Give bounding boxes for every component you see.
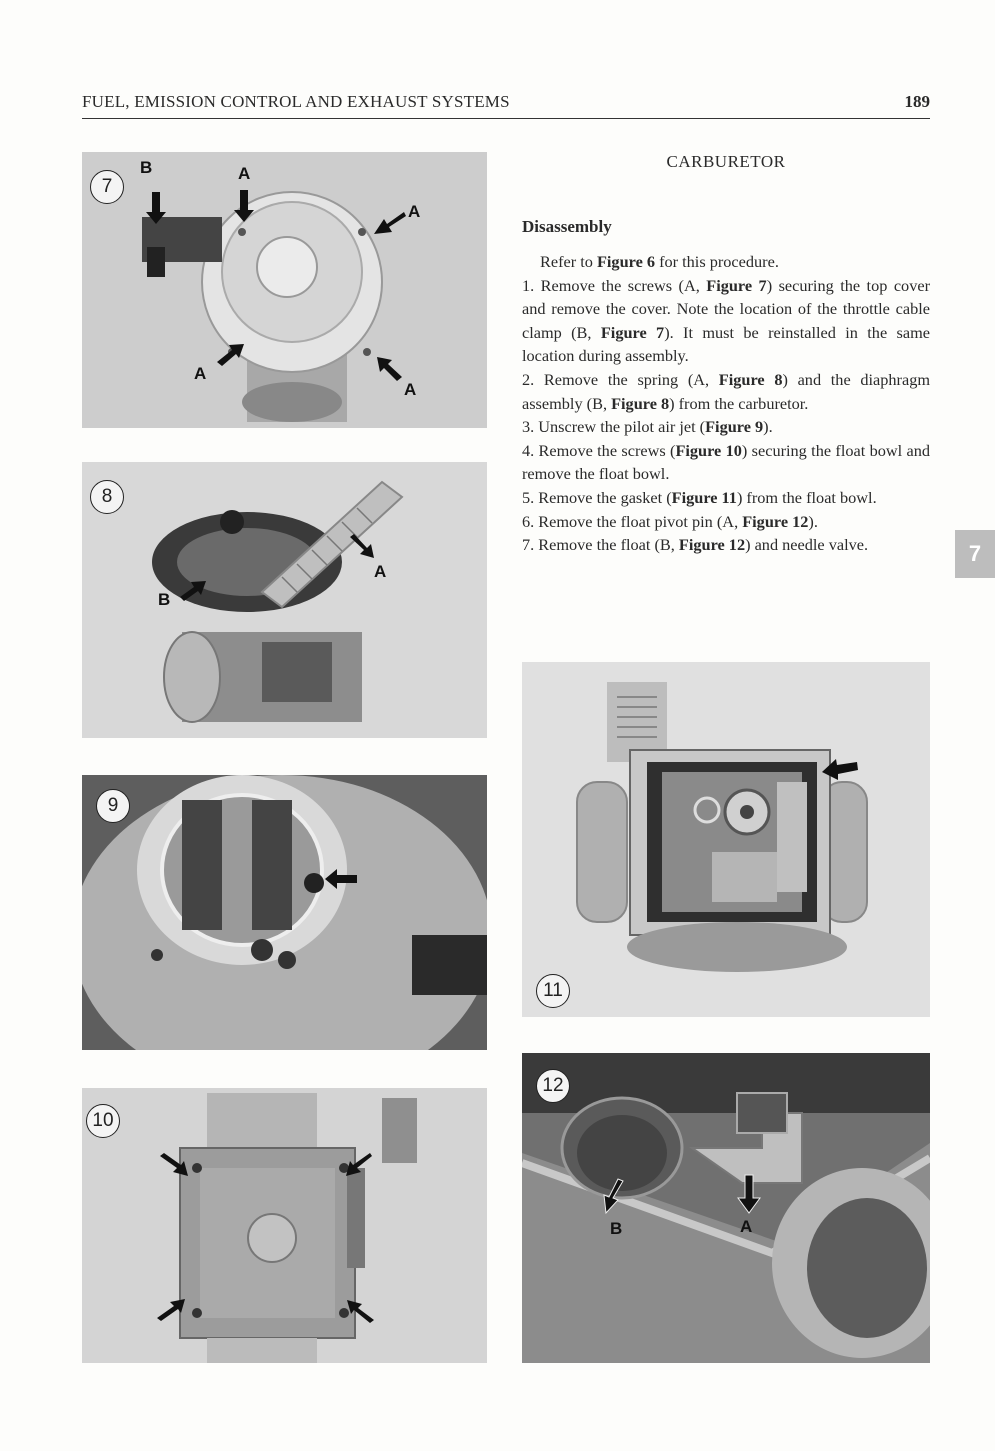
step-4: 4. Remove the screws (Figure 10) securing the float bowl and remove the float bowl. <box>522 440 930 484</box>
figure-9-illustration <box>82 775 487 1050</box>
figure-10-illustration <box>82 1088 487 1363</box>
figure-10-number: 10 <box>86 1104 120 1138</box>
chapter-tab: 7 <box>955 530 995 578</box>
figure-8-photo <box>82 462 487 738</box>
figure-7-label-b: B <box>140 158 153 177</box>
header-title: FUEL, EMISSION CONTROL AND EXHAUST SYSTEMS <box>82 92 510 111</box>
figure-8-label-b: B <box>158 590 171 609</box>
running-header <box>82 92 930 119</box>
figure-9-photo <box>82 775 487 1050</box>
figure-7-illustration <box>82 152 487 428</box>
sub-title: Disassembly <box>522 217 612 236</box>
figure-11-number: 11 <box>536 974 570 1008</box>
figure-7-label-a-top: A <box>238 164 251 183</box>
figure-10-photo <box>82 1088 487 1363</box>
figure-7-photo <box>82 152 487 428</box>
figure-7-label-a-bottom: A <box>404 380 417 399</box>
figure-11-illustration <box>522 662 930 1017</box>
figure-7-label-a-right: A <box>408 202 421 221</box>
figure-7-number: 7 <box>90 170 124 204</box>
step-6: 6. Remove the float pivot pin (A, Figure 12). <box>522 511 818 531</box>
figure-8-label-a: A <box>374 562 387 581</box>
figure-12-photo <box>522 1053 930 1363</box>
figure-7-label-a-left: A <box>194 364 207 383</box>
procedure-text <box>522 250 930 557</box>
figure-12-number: 12 <box>536 1069 570 1103</box>
step-7: 7. Remove the float (B, Figure 12) and needle valve. <box>522 535 869 555</box>
step-1: 1. Remove the screws (A, Figure 7) securing the top cover and remove the cover. Note the location of the throttle cable clamp (B, Figure 7). It must be reinstalled in the same location during assembly. <box>522 275 930 366</box>
step-2: 2. Remove the spring (A, Figure 8) and the diaphragm assembly (B, Figure 8) from the carburetor. <box>522 369 930 413</box>
figure-12-label-b: B <box>610 1219 623 1238</box>
page-number: 189 <box>904 92 930 111</box>
figure-8-illustration <box>82 462 487 738</box>
figure-12-label-a: A <box>740 1217 753 1236</box>
figure-8-number: 8 <box>90 480 124 514</box>
figure-12-illustration <box>522 1053 930 1363</box>
step-5: 5. Remove the gasket (Figure 11) from the float bowl. <box>522 487 877 507</box>
figure-9-number: 9 <box>96 789 130 823</box>
section-title: CARBURETOR <box>666 152 786 171</box>
figure-11-photo <box>522 662 930 1017</box>
step-3: 3. Unscrew the pilot air jet (Figure 9). <box>522 417 773 437</box>
intro-paragraph: Refer to Figure 6 for this procedure. <box>540 252 779 271</box>
